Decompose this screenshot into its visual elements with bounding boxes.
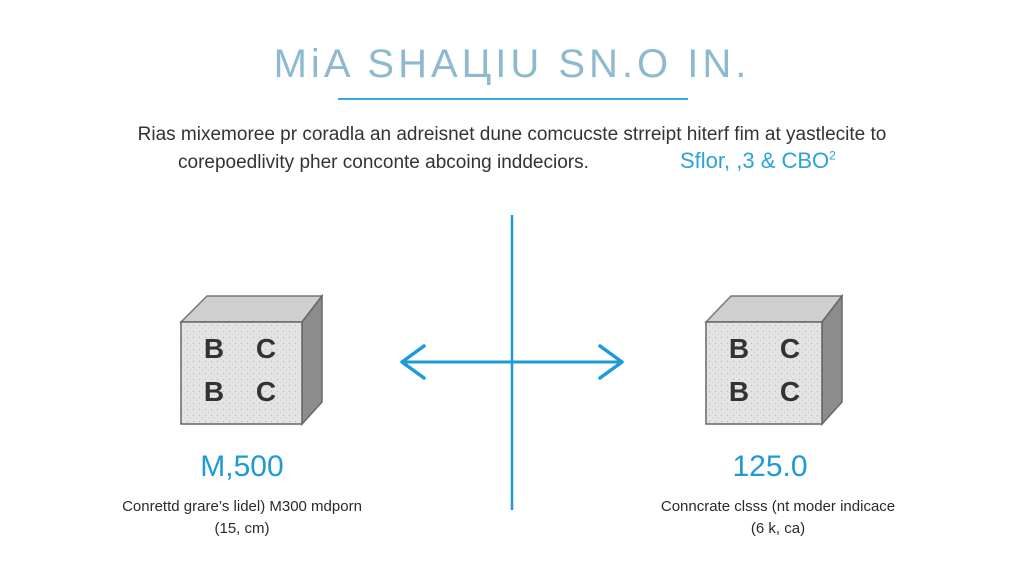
left-face-letter: C <box>255 333 277 364</box>
left-face-letter: B <box>203 376 225 407</box>
left-face-letter: B <box>203 333 225 364</box>
formula-superscript: 2 <box>829 148 836 163</box>
right-cube-top <box>706 296 842 322</box>
page-title: MiA SHAЦIU SN.O IN. <box>273 42 751 86</box>
right-concrete-cube <box>706 296 842 424</box>
left-caption-line-1: Conrettd grare’s lidel) M300 mdporn <box>122 498 362 515</box>
right-face-letter: C <box>779 333 801 364</box>
right-value: 125.0 <box>732 450 808 483</box>
right-face-letter: B <box>728 376 750 407</box>
formula-text: Sflor, ,3 & CBO <box>680 148 830 173</box>
left-caption-line-2: (15, cm) <box>214 520 270 537</box>
left-cube-face <box>181 322 302 424</box>
right-face-letter: C <box>779 376 801 407</box>
right-caption-line-2: (6 k, ca) <box>750 520 806 537</box>
description-line-2: corepoedlivity pher conconte abcoing inddeciors. <box>178 152 589 173</box>
left-face-letter: C <box>255 376 277 407</box>
left-cube-top <box>181 296 322 322</box>
right-caption-line-1: Conncrate clsss (nt moder indicace <box>660 498 896 515</box>
right-cube-face <box>706 322 822 424</box>
description-line-1: Rias mixemoree pr coradla an adreisnet dune comcucste strreipt hiterf fim at yastlecite to <box>137 124 887 145</box>
left-concrete-cube <box>181 296 322 424</box>
left-value: M,500 <box>200 450 284 483</box>
right-face-letter: B <box>728 333 750 364</box>
